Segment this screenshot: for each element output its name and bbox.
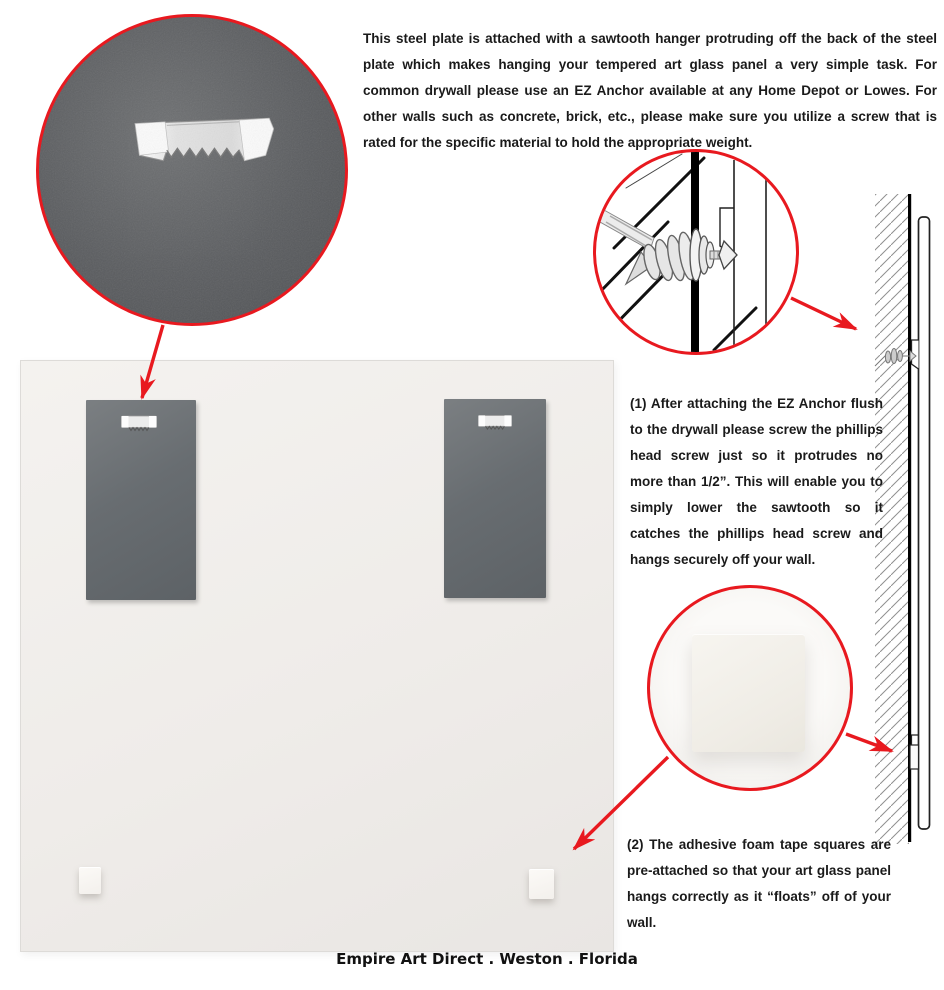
ez-anchor-circle [593,149,799,355]
sawtooth-hanger-icon [478,414,512,432]
foam-tape-square-left [79,867,101,894]
arrow-to-wall-anchor-icon [791,298,856,329]
sawtooth-hanger-icon [128,113,278,173]
intro-paragraph: This steel plate is attached with a sawtooth hanger protruding off the back of the steel plate which makes hanging your tempered art glass panel a very simple task. For common drywall please use an EZ Anchor available at any Home Depot or Lowes. For other walls such as concrete, brick, etc., please make sure you utilize a screw that is rated for the specific material to hold the appropriate weight. [363,30,937,150]
ez-anchor-drawing-icon [596,152,796,352]
foam-tape-side-view [910,745,919,769]
glass-panel-side-view [919,217,930,829]
art-glass-panel-back [20,360,614,952]
steel-plate-right [444,399,546,598]
foam-marker [912,735,919,745]
step1-text: (1) After attaching the EZ Anchor flush to the drywall please screw the phillips head screw just so it protrudes no more than 1/2”. This will enable you to simply lower the sawtooth so it catches the phillips head screw and hangs securely off your wall. [630,395,883,567]
sawtooth-hanger-icon [121,415,157,433]
step2-text: (2) The adhesive foam tape squares are pre-attached so that your art glass panel hangs correctly as it “floats” off of your wall. [627,836,891,930]
steel-plate-left [86,400,196,600]
foam-tape-square-right [529,869,554,899]
foam-tape-closeup-circle [647,585,853,791]
sawtooth-closeup-circle [36,14,348,326]
foam-tape-square-closeup [692,634,805,752]
brand-footer: Empire Art Direct . Weston . Florida [336,950,638,968]
